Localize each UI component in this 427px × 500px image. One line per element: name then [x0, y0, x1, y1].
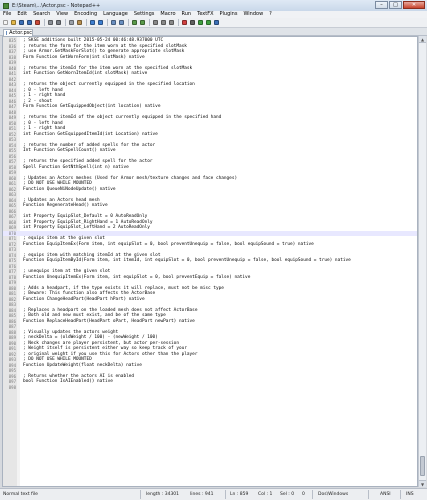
- line-text: ; Neck changes are player persistent, but actor per-session: [23, 340, 179, 346]
- line-text: int Function GetEquippedItemId(int Location) native: [23, 131, 158, 137]
- line-number: 871: [8, 236, 16, 241]
- window-title: E:\Steam\...\Actor.psc - Notepad++: [12, 2, 101, 9]
- save-macro-icon-glyph: [214, 20, 219, 25]
- line-text: ; use Armor.GetMaskForSlot() to generate appropriate slotMask: [23, 49, 185, 54]
- line-number: 862: [8, 186, 16, 192]
- line-text: ; 2 - shout: [23, 98, 53, 104]
- notepad-plus-plus-icon: [3, 3, 9, 9]
- status-col: Col : 1: [258, 492, 273, 497]
- line-number: 836: [8, 43, 16, 49]
- undo-icon[interactable]: [89, 19, 96, 26]
- zoom-out-icon-glyph: [140, 20, 145, 25]
- line-number: 860: [8, 175, 16, 181]
- stop-macro-icon[interactable]: [189, 19, 196, 26]
- line-number: 890: [8, 340, 16, 346]
- menu-macro[interactable]: Macro: [160, 11, 176, 17]
- line-number: 872: [8, 241, 16, 247]
- line-text: Function UpdateWeight(float neckDelta) native: [23, 362, 142, 368]
- find-icon-glyph: [111, 20, 116, 25]
- line-number: 850: [8, 120, 16, 126]
- toolbar-separator: [107, 19, 108, 26]
- indent-guide-icon[interactable]: [168, 19, 175, 26]
- status-divider: [225, 490, 226, 499]
- line-number: 869: [8, 225, 16, 230]
- undo-icon-glyph: [90, 20, 95, 25]
- line-number: 840: [8, 65, 16, 71]
- line-number: 859: [8, 170, 16, 175]
- line-number: 896: [8, 373, 16, 379]
- line-text: ; returns the itemId of the object currently equipped in the specified hand: [23, 115, 222, 120]
- line-number: 843: [8, 82, 16, 87]
- minimize-button[interactable]: –: [375, 1, 388, 9]
- status-sel: Sel : 0: [280, 492, 295, 497]
- line-text: Int Function GetSpellCount() native: [23, 148, 116, 153]
- line-number: 868: [8, 219, 16, 225]
- replace-icon[interactable]: [118, 19, 125, 26]
- line-number: 848: [8, 109, 16, 115]
- line-number: 870: [8, 230, 16, 236]
- menu-run[interactable]: Run: [181, 11, 192, 17]
- run-macro-icon[interactable]: [205, 19, 212, 26]
- toolbar-separator: [65, 19, 66, 26]
- scroll-up-icon[interactable]: ▲: [420, 36, 425, 42]
- line-number: 879: [8, 280, 16, 285]
- print-icon[interactable]: [47, 19, 54, 26]
- line-number: 856: [8, 153, 16, 159]
- line-number: 847: [8, 104, 16, 109]
- zoom-out-icon[interactable]: [139, 19, 146, 26]
- line-text: Function EquipItemById(Form item, int itemId, int equipSlot = 0, bool preventUnequip = false, bool equipSound = true) native: [23, 258, 351, 263]
- line-number: 841: [8, 71, 16, 76]
- zoom-in-icon-glyph: [132, 20, 137, 25]
- line-text: ; original weight if you use this for Actors other than the player: [23, 351, 198, 357]
- line-text: ; returns the itemId for the item worn at the specified slotMask: [23, 65, 193, 71]
- vertical-scrollbar[interactable]: [418, 36, 426, 487]
- line-number: 844: [8, 87, 16, 93]
- line-number: 835: [8, 38, 16, 43]
- menu-file[interactable]: File: [3, 11, 12, 17]
- line-text: Function RegenerateHead() native: [23, 203, 108, 208]
- line-number: 894: [8, 362, 16, 368]
- status-file-type: Normal text file: [3, 492, 38, 497]
- toolbar-separator: [149, 19, 150, 26]
- line-number: 891: [8, 346, 16, 351]
- line-number: 852: [8, 131, 16, 137]
- close-button[interactable]: ✕: [403, 1, 425, 9]
- line-text: ; Visually updates the actors weight: [23, 329, 119, 335]
- line-number: 857: [8, 159, 16, 164]
- line-number: 851: [8, 126, 16, 131]
- line-text: ; equips item at the given slot: [23, 236, 105, 241]
- code-line[interactable]: [3, 385, 417, 391]
- line-text: ; 0 - left hand: [23, 120, 63, 126]
- record-macro-icon[interactable]: [181, 19, 188, 26]
- line-number: 876: [8, 263, 16, 269]
- line-number: 887: [8, 324, 16, 329]
- line-number: 880: [8, 285, 16, 291]
- line-text: int Property EquipSlot_LeftHand = 2 AutoReadOnly: [23, 225, 150, 230]
- tab-label: Actor.psc: [9, 30, 32, 36]
- close-file-icon[interactable]: [34, 19, 41, 26]
- toolbar-separator: [44, 19, 45, 26]
- line-text: Form Function GetWornForm(int slotMask) native: [23, 54, 145, 60]
- line-text: bool Function IsAIEnabled() native: [23, 379, 113, 384]
- line-text: ; Replaces a headpart on the loaded mesh does not affect ActorBase: [23, 307, 198, 313]
- line-text: ; 0 - left hand: [23, 87, 63, 93]
- toolbar-separator: [178, 19, 179, 26]
- open-file-icon[interactable]: [10, 19, 17, 26]
- line-number: 854: [8, 142, 16, 148]
- line-text: ; returns the form for the item worn at the specified slotMask: [23, 43, 187, 49]
- line-number: 888: [8, 329, 16, 335]
- stop-macro-icon-glyph: [190, 20, 195, 25]
- line-number: 884: [8, 307, 16, 313]
- paste-icon[interactable]: [76, 19, 83, 26]
- save-icon[interactable]: [18, 19, 25, 26]
- line-number: 882: [8, 296, 16, 302]
- line-number: 861: [8, 181, 16, 186]
- line-number: 845: [8, 93, 16, 98]
- play-macro-icon[interactable]: [197, 19, 204, 26]
- find-icon[interactable]: [110, 19, 117, 26]
- line-text: Function EquipItemEx(Form item, int equipSlot = 0, bool preventUnequip = false, bool equipSound = true) native: [23, 241, 314, 247]
- record-macro-icon-glyph: [182, 20, 187, 25]
- line-number: 864: [8, 197, 16, 203]
- tab-bar: [0, 28, 427, 36]
- line-text: Spell Function GetNthSpell(int n) native: [23, 164, 129, 170]
- line-number: 873: [8, 247, 16, 252]
- new-file-icon[interactable]: [2, 19, 9, 26]
- line-text: ; Updates an Actors meshes (Used for Armor mesh/texture changes and face changes): [23, 175, 238, 181]
- code-lines: [3, 38, 417, 390]
- line-text: int Property EquipSlot_RightHand = 1 AutoReadOnly: [23, 219, 153, 225]
- toolbar-separator: [128, 19, 129, 26]
- status-eol: Dos\Windows: [318, 492, 349, 497]
- zoom-in-icon[interactable]: [131, 19, 138, 26]
- play-macro-icon-glyph: [198, 20, 203, 25]
- line-number: 881: [8, 291, 16, 296]
- status-divider: [140, 490, 141, 499]
- menu-window[interactable]: Window: [243, 11, 264, 17]
- line-text: ; Adds a headpart, if the type exists it will replace, must not be misc type: [23, 285, 224, 291]
- line-number: 846: [8, 98, 16, 104]
- menu-edit[interactable]: Edit: [17, 11, 28, 17]
- line-text: ; 1 - right hand: [23, 126, 66, 131]
- scrollbar-thumb[interactable]: [420, 456, 425, 476]
- tab-actor-psc[interactable]: [3, 29, 33, 36]
- save-macro-icon[interactable]: [213, 19, 220, 26]
- line-number: 837: [8, 49, 16, 54]
- status-ln: Ln : 859: [230, 492, 249, 497]
- line-text: ; Both old and new must exist, and be of the same type: [23, 313, 166, 318]
- line-text: ; Updates an Actors head mesh: [23, 197, 100, 203]
- line-number: 889: [8, 335, 16, 340]
- line-number: 883: [8, 302, 16, 307]
- print-icon-glyph: [48, 20, 53, 25]
- line-number: 838: [8, 54, 16, 60]
- window-controls: [374, 1, 425, 10]
- line-text: Function ChangeHeadPart(HeadPart hPart) native: [23, 296, 145, 302]
- line-number: 897: [8, 379, 16, 384]
- line-text: ; returns the specified added spell for the actor: [23, 159, 153, 164]
- copy-icon[interactable]: [68, 19, 75, 26]
- line-text: ; returns the number of added spells for the actor: [23, 142, 156, 148]
- maximize-button[interactable]: □: [389, 1, 402, 9]
- line-text: Function QueueNiNodeUpdate() native: [23, 186, 116, 192]
- line-number: 855: [8, 148, 16, 153]
- status-divider: [312, 490, 313, 499]
- status-divider: [368, 490, 369, 499]
- line-number: 898: [8, 384, 16, 390]
- paste-icon-glyph: [77, 20, 82, 25]
- save-icon-glyph: [19, 20, 24, 25]
- status-encoding: ANSI: [380, 492, 391, 497]
- save-all-icon-glyph: [27, 20, 32, 25]
- redo-icon[interactable]: [97, 19, 104, 26]
- line-text: ; DO NOT USE WHILE MOUNTED: [23, 357, 92, 362]
- line-number: 858: [8, 164, 16, 170]
- menu-settings[interactable]: Settings: [133, 11, 155, 17]
- line-number: 886: [8, 318, 16, 324]
- line-text: ; Weight itself is persistent either way so keep track of your: [23, 346, 187, 351]
- save-all-icon[interactable]: [26, 19, 33, 26]
- line-number: 849: [8, 115, 16, 120]
- line-number: 893: [8, 357, 16, 362]
- menu-textfx[interactable]: TextFX: [197, 11, 214, 17]
- menu-help[interactable]: ?: [269, 11, 272, 17]
- line-text: ; Beware: This function also affects the ActorBase: [23, 291, 156, 296]
- line-text: ; SKSE additions built 2015-05-24 00:46:48.937000 UTC: [23, 38, 164, 43]
- menu-plugins[interactable]: Plugins: [219, 11, 238, 17]
- line-number: 885: [8, 313, 16, 318]
- indent-guide-icon-glyph: [169, 20, 174, 25]
- status-lines: lines : 941: [190, 492, 214, 497]
- line-number: 874: [8, 252, 16, 258]
- line-number: 892: [8, 351, 16, 357]
- line-text: ; unequips item at the given slot: [23, 269, 111, 274]
- line-text: ; returns the object currently equipped in the specified location: [23, 82, 195, 87]
- line-number: 867: [8, 214, 16, 219]
- line-number: 875: [8, 258, 16, 263]
- line-number: 842: [8, 76, 16, 82]
- word-wrap-icon[interactable]: [152, 19, 159, 26]
- line-number: 865: [8, 203, 16, 208]
- status-divider: [400, 490, 401, 499]
- word-wrap-icon-glyph: [153, 20, 158, 25]
- close-file-icon-glyph: [35, 20, 40, 25]
- line-text: ; neckDelta = (oldWeight / 100) - (newWeight / 100): [23, 335, 158, 340]
- status-insert-mode: INS: [406, 492, 414, 497]
- status-sel-count: 0: [302, 492, 305, 497]
- menu-encoding[interactable]: Encoding: [74, 11, 98, 17]
- toolbar-separator: [86, 19, 87, 26]
- replace-icon-glyph: [119, 20, 124, 25]
- new-file-icon-glyph: [3, 20, 8, 25]
- show-all-chars-icon[interactable]: [160, 19, 167, 26]
- status-bar: [0, 488, 427, 500]
- line-text: ; Returns whether the actors AI is enabled: [23, 373, 135, 379]
- line-text: ; equips item with matching itemId at the given slot: [23, 252, 161, 258]
- toolbar: [0, 18, 427, 28]
- editor-area[interactable]: [2, 36, 418, 487]
- show-all-chars-icon-glyph: [161, 20, 166, 25]
- line-number: 853: [8, 137, 16, 142]
- line-number: 895: [8, 368, 16, 373]
- cut-icon-glyph: [56, 20, 61, 25]
- menu-bar: [0, 11, 427, 18]
- line-text: Form Function GetEquippedObject(int location) native: [23, 104, 161, 109]
- line-text: int Property EquipSlot_Default = 0 AutoReadOnly: [23, 214, 148, 219]
- line-number: 839: [8, 60, 16, 65]
- redo-icon-glyph: [98, 20, 103, 25]
- line-text: Function UnequipItemEx(Form item, int equipSlot = 0, bool preventEquip = false) native: [23, 274, 251, 280]
- menu-search[interactable]: Search: [33, 11, 51, 17]
- line-text: ; 1 - right hand: [23, 93, 66, 98]
- copy-icon-glyph: [69, 20, 74, 25]
- run-macro-icon-glyph: [206, 20, 211, 25]
- line-number: 866: [8, 208, 16, 214]
- line-text: ; DO NOT USE WHILE MOUNTED: [23, 181, 92, 186]
- line-number: 877: [8, 269, 16, 274]
- line-number: 863: [8, 192, 16, 197]
- menu-language[interactable]: Language: [103, 11, 128, 17]
- line-number: 878: [8, 274, 16, 280]
- menu-view[interactable]: View: [56, 11, 69, 17]
- open-file-icon-glyph: [11, 20, 16, 25]
- scroll-down-icon[interactable]: ▼: [420, 481, 425, 487]
- status-length: length : 34301: [146, 492, 180, 497]
- line-text: int Function GetWornItemId(int slotMask) native: [23, 71, 148, 76]
- line-text: Function ReplaceHeadPart(HeadPart oPart, HeadPart newPart) native: [23, 318, 195, 324]
- file-icon: [6, 31, 7, 35]
- cut-icon[interactable]: [55, 19, 62, 26]
